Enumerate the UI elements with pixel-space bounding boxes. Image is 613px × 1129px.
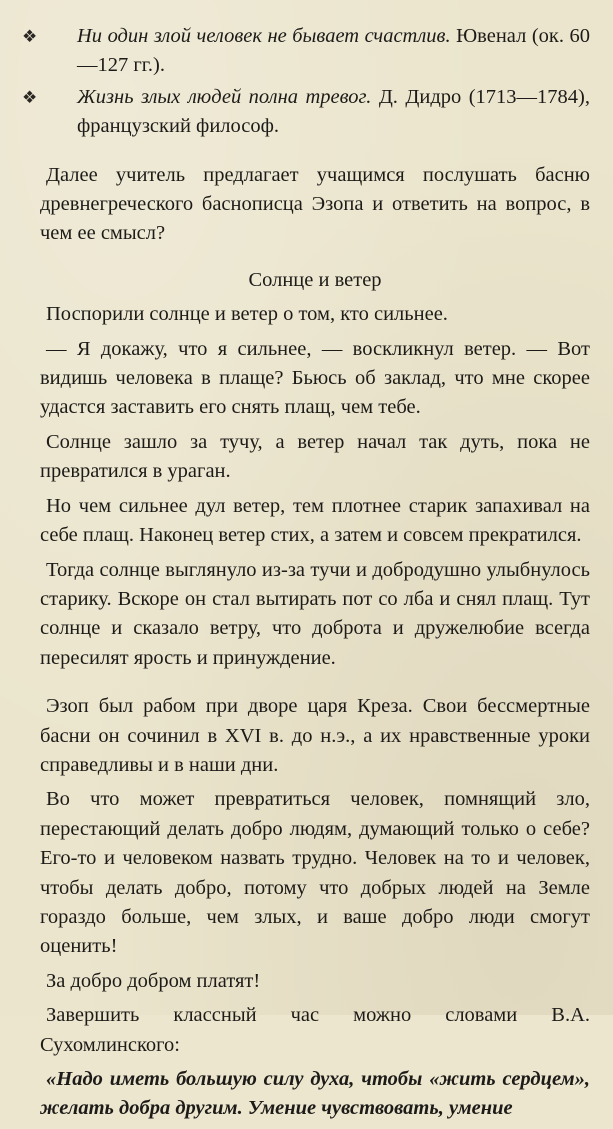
quote-text: Жизнь злых людей полна тревог. bbox=[77, 85, 372, 108]
fable-paragraph: — Я докажу, что я сильнее, — воскликнул ветер. — Вот видишь человека в плаще? Бьюсь об заклад, что мне скорее удастся заставить его снять плащ, чем тебе. bbox=[40, 337, 590, 419]
commentary-paragraph: За добро добром платят! bbox=[46, 969, 261, 992]
fable-paragraph: Тогда солнце выглянуло из-за тучи и добродушно улыбнулось старику. Вскоре он стал вытирать пот со лба и снял плащ. Тут солнце и сказало ветру, что доброта и дружелюбие всегда пересилят ярость и принуждение. bbox=[40, 558, 590, 669]
quote-author: Д. Дидро (1713—1784), французский философ. bbox=[77, 85, 590, 138]
commentary-paragraph: Эзоп был рабом при дворе царя Креза. Свои бессмертные басни он сочинил в XVI в. до н.э., а их нравственные уроки справедливы и в наши дни. bbox=[40, 695, 590, 776]
fable-paragraph: Поспорили солнце и ветер о том, кто сильнее. bbox=[46, 303, 448, 326]
epigraph-quote-1 bbox=[22, 22, 590, 81]
quote-author: Ювенал (ок. 60—127 гг.). bbox=[77, 25, 590, 77]
commentary-paragraph: Во что может превратиться человек, помнящий зло, перестающий делать добро людям, думающий только о себе? Его-то и человеком назвать трудно. Человек на то и человек, чтобы делать добро, потому что добрых людей на Земле гораздо больше, чем злых, и ваше добро люди смогут оценить! bbox=[40, 788, 590, 958]
diamond-bullet-icon: ❖ bbox=[22, 87, 38, 107]
fable-paragraph: Солнце зашло за тучу, а ветер начал так дуть, пока не превратился в ураган. bbox=[40, 430, 590, 483]
commentary-paragraph: Завершить классный час можно словами В.А. Сухомлинского: bbox=[40, 1004, 590, 1056]
fable-paragraph: Но чем сильнее дул ветер, тем плотнее старик запахивал на себе плащ. Наконец ветер стих, а затем и совсем прекратился. bbox=[40, 494, 590, 547]
page-content bbox=[22, 22, 590, 1129]
intro-paragraph: Далее учитель предлагает учащимся послушать басню древнегреческого баснописца Эзопа и ответить на вопрос, в чем ее смысл? bbox=[40, 163, 590, 245]
sukhomlinsky-quote: «Надо иметь большую силу духа, чтобы «жить сердцем», желать добра другим. Умение чувствовать, умение bbox=[40, 1068, 590, 1120]
fable-title: Солнце и ветер bbox=[248, 268, 382, 291]
quote-text: Ни один злой человек не бывает счастлив. bbox=[77, 25, 451, 47]
commentary bbox=[40, 692, 590, 1124]
diamond-bullet-icon: ❖ bbox=[22, 27, 38, 46]
epigraph-quote-2 bbox=[22, 83, 590, 142]
fable-text bbox=[40, 300, 590, 673]
